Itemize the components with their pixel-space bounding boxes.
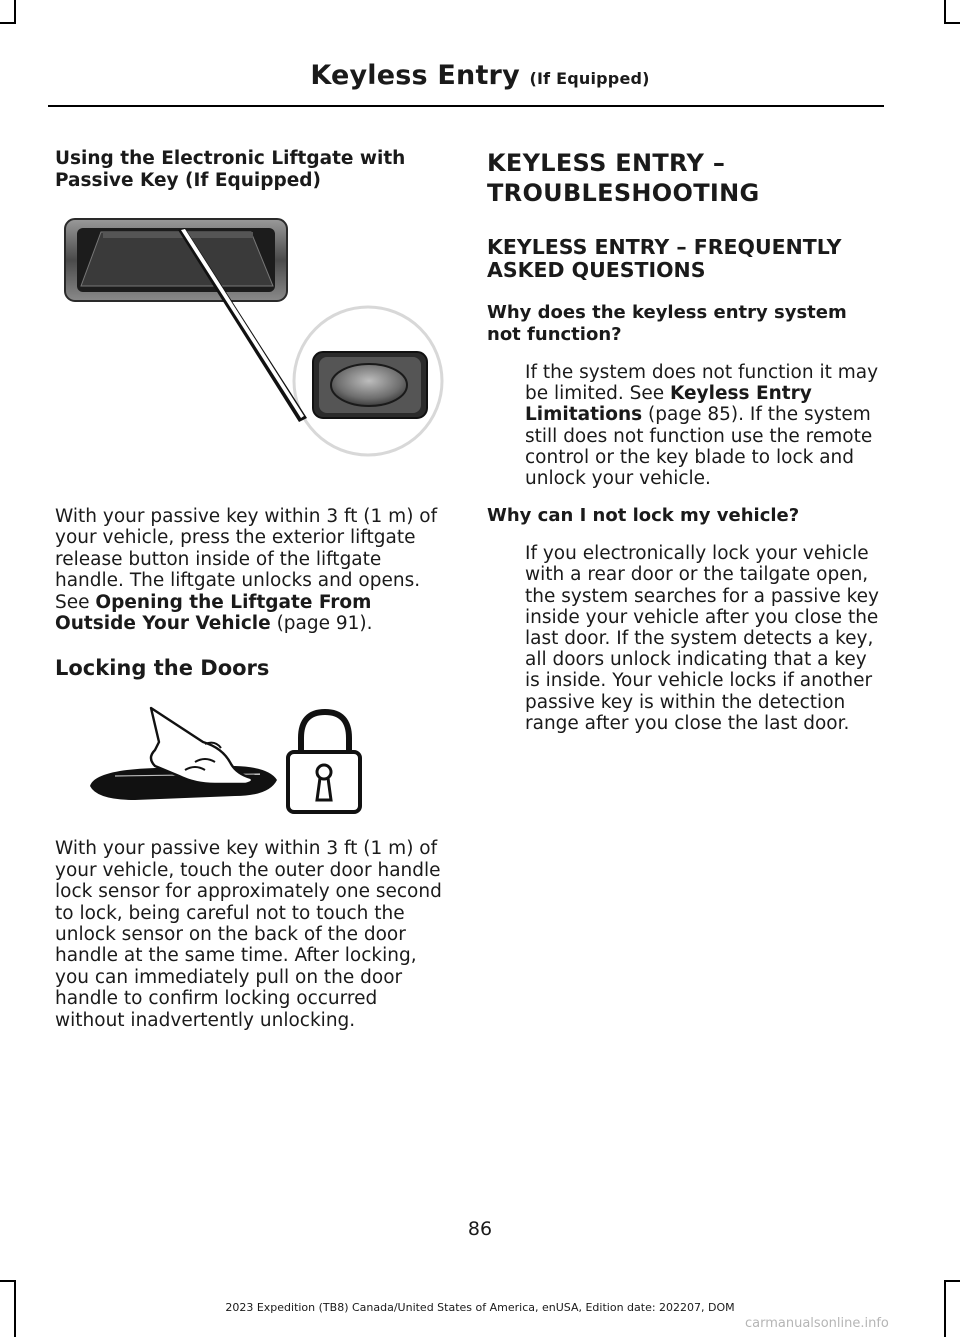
header-title: Keyless Entry bbox=[310, 60, 520, 91]
crop-mark bbox=[14, 0, 16, 22]
left-column bbox=[55, 148, 450, 1031]
locking-heading: Locking the Doors bbox=[55, 656, 270, 681]
troubleshooting-title-line1: KEYLESS ENTRY – bbox=[487, 149, 726, 177]
question-1: Why does the keyless entry system not function? bbox=[487, 302, 847, 345]
crop-mark bbox=[0, 22, 16, 24]
question-2: Why can I not lock my vehicle? bbox=[487, 505, 800, 527]
liftgate-heading: Using the Electronic Liftgate with Passive Key (If Equipped) bbox=[55, 148, 406, 191]
liftgate-link[interactable]: Opening the Liftgate From Outside Your Vehicle bbox=[55, 591, 372, 635]
page-header bbox=[0, 60, 960, 91]
edition-footer: 2023 Expedition (TB8) Canada/United States of America, enUSA, Edition date: 202207, DOM bbox=[225, 1301, 735, 1314]
answer-1-text-cont: (page 85). If the system still does not function use the remote control or the key blade to lock and unlock your vehicle. bbox=[525, 404, 873, 490]
answer-1-text: If the system does not function it may be limited. See bbox=[525, 362, 879, 405]
header-divider bbox=[48, 105, 884, 107]
liftgate-page-ref: (page 91). bbox=[270, 613, 373, 635]
answer-1 bbox=[525, 362, 883, 489]
answer-2: If you electronically lock your vehicle with a rear door or the tailgate open, the system searches for a passive key inside your vehicle after you close the last door. If the system detects a key, all doors unlock indicating that a key is inside. Your vehicle locks if another passive key is within the detection range after you close the last door. bbox=[525, 543, 879, 734]
locking-instructions: With your passive key within 3 ft (1 m) of your vehicle, touch the outer door handle lock sensor for approximately one second to lock, being careful not to touch the unlock sensor on the back of the door handle at the same time. After locking, you can immediately pull on the door handle to confirm locking occurred without inadvertently unlocking. bbox=[55, 838, 442, 1031]
header-subtitle: (If Equipped) bbox=[529, 69, 650, 88]
troubleshooting-title-line2: TROUBLESHOOTING bbox=[487, 179, 760, 207]
door-handle-lock-illustration bbox=[55, 704, 450, 814]
faq-heading: KEYLESS ENTRY – FREQUENTLY ASKED QUESTIONS bbox=[487, 235, 842, 282]
crop-mark bbox=[944, 0, 946, 22]
watermark: carmanualsonline.info bbox=[745, 1316, 889, 1331]
liftgate-instructions bbox=[55, 506, 450, 634]
liftgate-text: With your passive key within 3 ft (1 m) of your vehicle, press the exterior liftgate release button inside of the liftgate handle. The liftgate unlocks and opens. See bbox=[55, 506, 438, 613]
crop-mark bbox=[944, 1280, 960, 1282]
right-column bbox=[487, 148, 883, 734]
page-number: 86 bbox=[467, 1218, 493, 1240]
crop-mark bbox=[944, 22, 960, 24]
liftgate-handle-illustration bbox=[55, 216, 450, 486]
keyless-limitations-link[interactable]: Keyless Entry Limitations bbox=[525, 383, 812, 426]
crop-mark bbox=[0, 1280, 16, 1282]
padlock-icon bbox=[288, 712, 360, 812]
